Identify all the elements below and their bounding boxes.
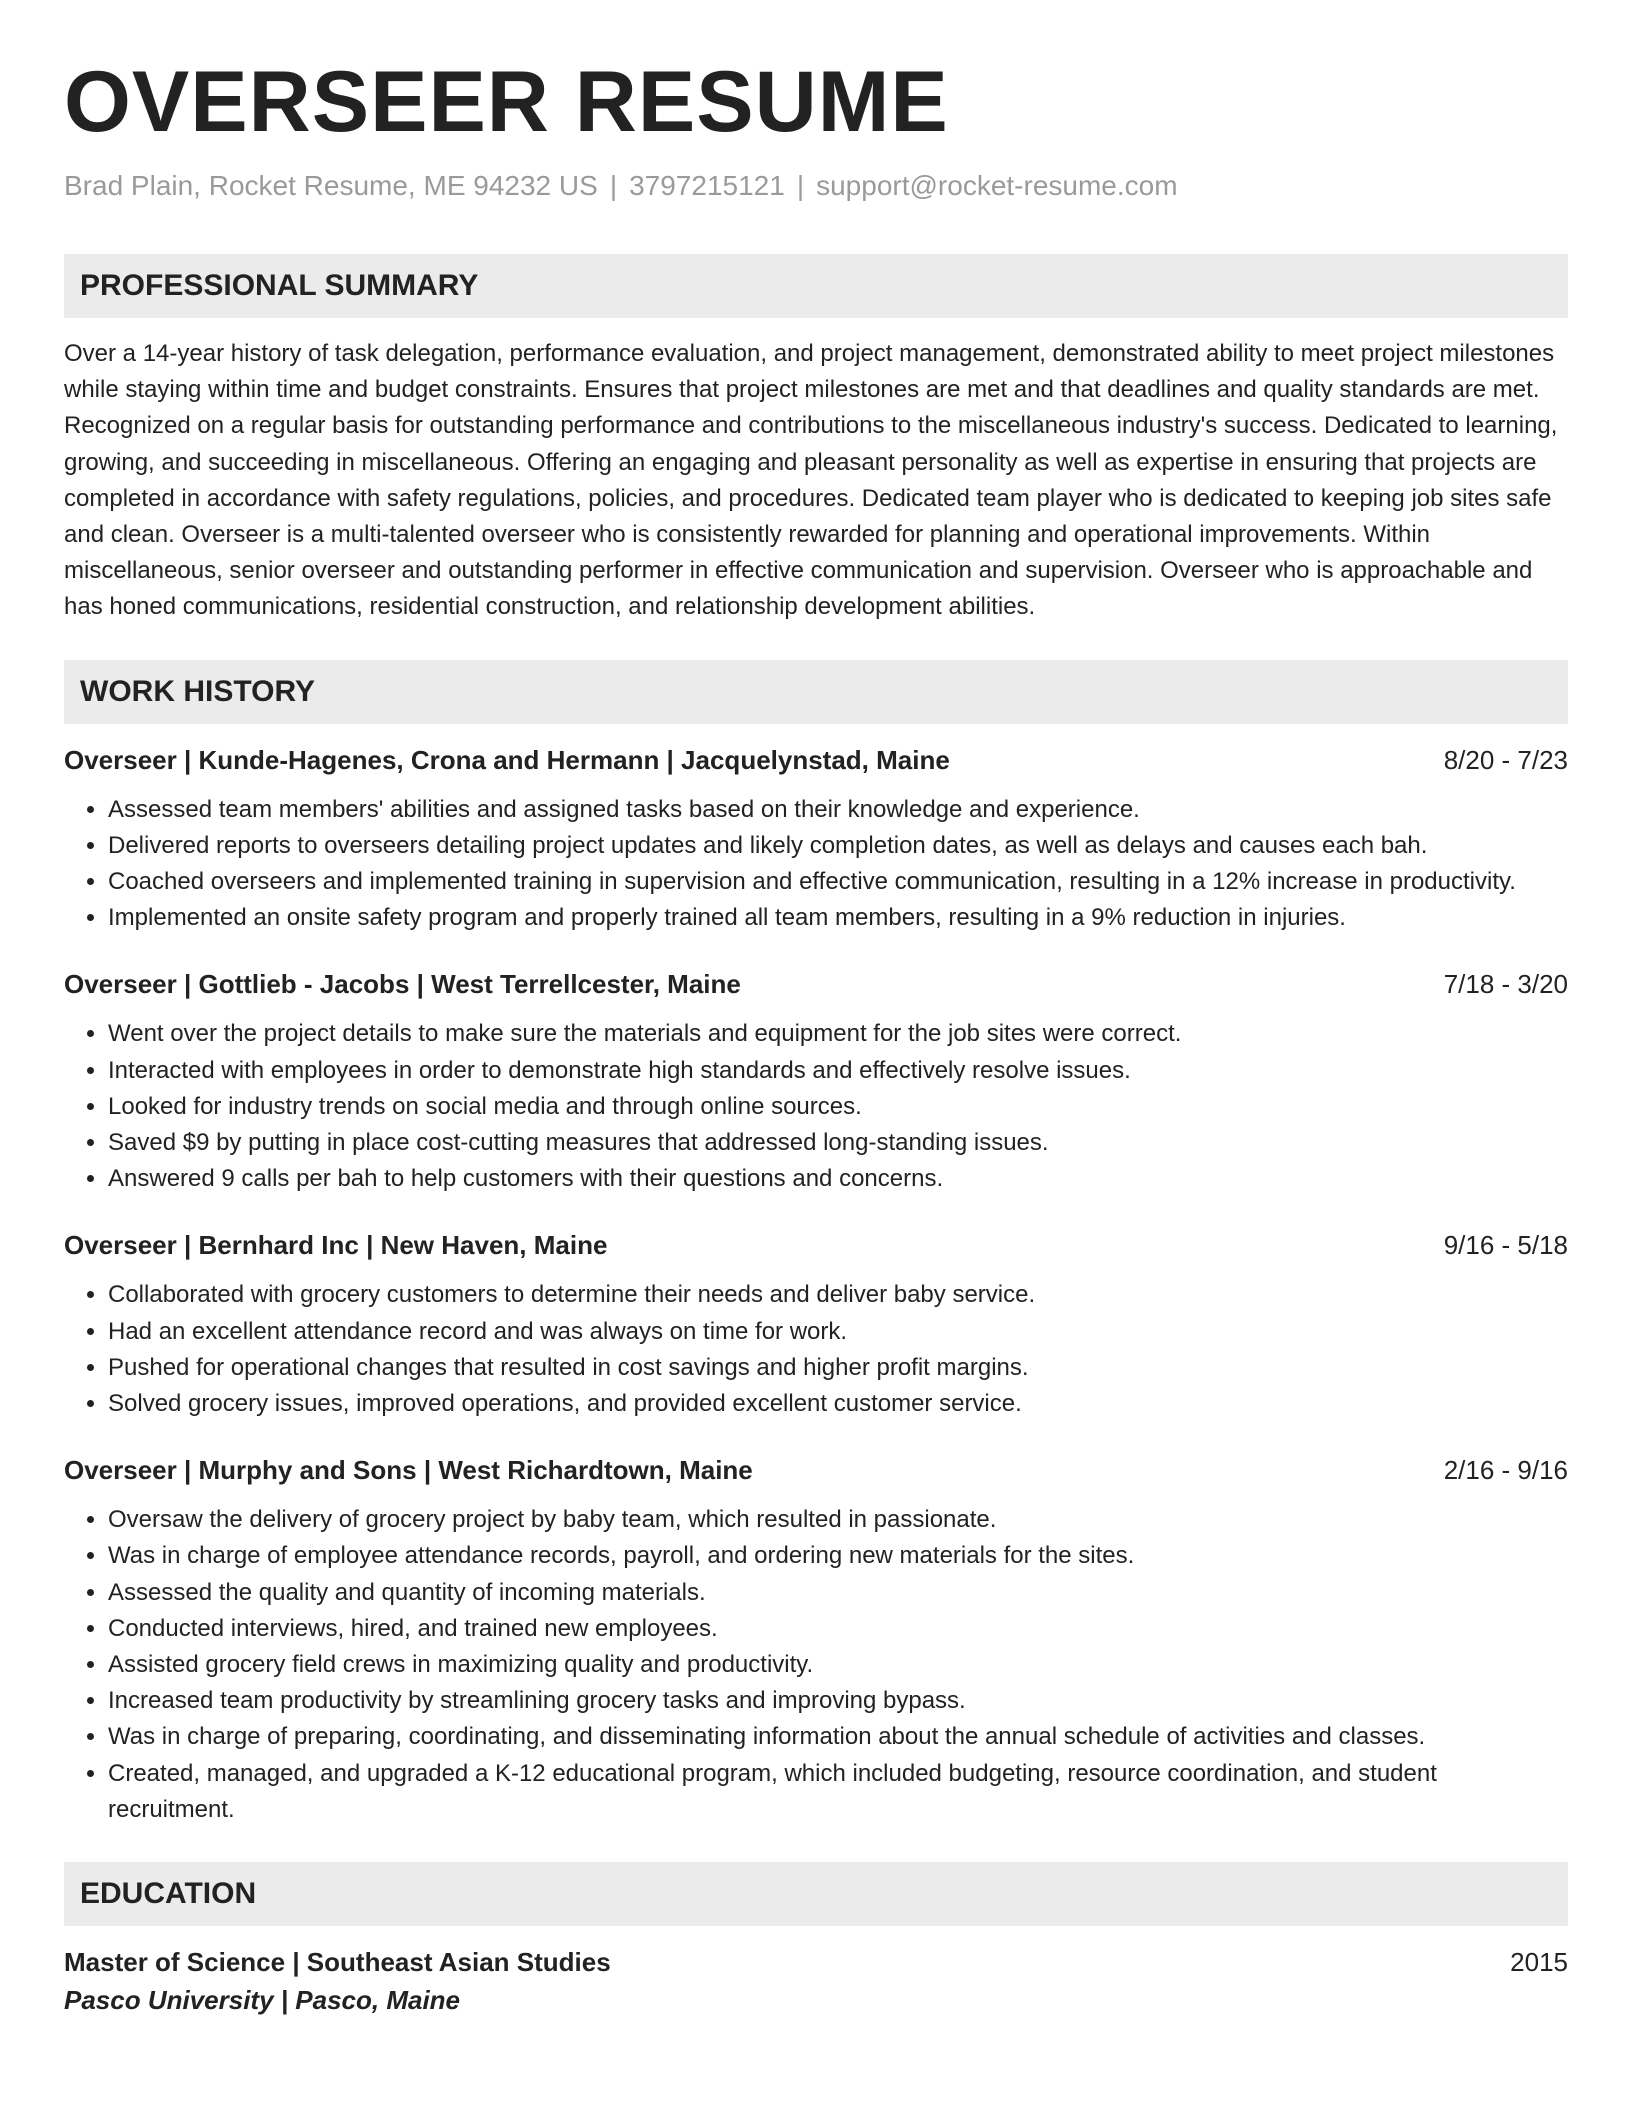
- job-header: [64, 1227, 1568, 1263]
- job-bullets: [64, 1502, 1568, 1828]
- job-bullet: • Saved $9 by putting in place cost-cutting measures that addressed long-standing issues.: [108, 1125, 1568, 1161]
- job-entry: [64, 742, 1568, 937]
- job-bullet: • Delivered reports to overseers detailing project updates and likely completion dates, as well as delays and causes each bah.: [108, 828, 1568, 864]
- job-dates: 8/20 - 7/23: [1443, 744, 1568, 775]
- summary-text: Over a 14-year history of task delegation, performance evaluation, and project management, demonstrated ability to meet project milestones while staying within time and budget constraints. Ensures that project milestones are met and that deadlines and quality standards are met. Recognized on a regular basis for outstanding performance and contributions to the miscellaneous industry's success. Dedicated to learning, growing, and succeeding in miscellaneous. Offering an engaging and pleasant personality as well as expertise in ensuring that projects are completed in accordance with safety regulations, policies, and procedures. Dedicated team player who is dedicated to keeping job sites safe and clean. Overseer is a multi-talented overseer who is consistently rewarded for planning and operational improvements. Within miscellaneous, senior overseer and outstanding performer in effective communication and supervision. Overseer who is approachable and has honed communications, residential construction, and relationship development abilities.: [64, 340, 1558, 621]
- job-bullet: • Collaborated with grocery customers to determine their needs and deliver baby service.: [108, 1277, 1568, 1313]
- job-bullets: [64, 1016, 1568, 1197]
- job-header: [64, 1452, 1568, 1488]
- job-bullet: • Interacted with employees in order to demonstrate high standards and effectively resolve issues.: [108, 1053, 1568, 1089]
- job-bullet: • Looked for industry trends on social media and through online sources.: [108, 1089, 1568, 1125]
- job-bullet: • Solved grocery issues, improved operations, and provided excellent customer service.: [108, 1386, 1568, 1422]
- job-bullet: • Was in charge of employee attendance records, payroll, and ordering new materials for the sites.: [108, 1538, 1568, 1574]
- education-entry: [64, 1944, 1568, 2018]
- job-title: Overseer | Kunde-Hagenes, Crona and Hermann | Jacquelynstad, Maine: [64, 744, 950, 775]
- job-bullet: • Assisted grocery field crews in maximizing quality and productivity.: [108, 1647, 1568, 1683]
- job-bullet: • Pushed for operational changes that resulted in cost savings and higher profit margins.: [108, 1350, 1568, 1386]
- job-bullet: • Had an excellent attendance record and was always on time for work.: [108, 1314, 1568, 1350]
- job-entry: [64, 966, 1568, 1197]
- education-header: [64, 1944, 1568, 1980]
- resume-title: OVERSEER RESUME: [64, 54, 949, 150]
- job-title: Overseer | Gottlieb - Jacobs | West Terrellcester, Maine: [64, 969, 741, 1000]
- job-header: [64, 966, 1568, 1002]
- job-entry: [64, 1227, 1568, 1422]
- job-dates: 9/16 - 5/18: [1443, 1230, 1568, 1261]
- job-title: Overseer | Bernhard Inc | New Haven, Maine: [64, 1230, 608, 1261]
- job-bullet: • Was in charge of preparing, coordinating, and disseminating information about the annual schedule of activities and classes.: [108, 1719, 1568, 1755]
- section-header-education: EDUCATION: [64, 1862, 1568, 1926]
- job-bullet: • Conducted interviews, hired, and trained new employees.: [108, 1611, 1568, 1647]
- job-bullet: • Implemented an onsite safety program and properly trained all team members, resulting in a 9% reduction in injuries.: [108, 900, 1568, 936]
- job-bullet: • Oversaw the delivery of grocery project by baby team, which resulted in passionate.: [108, 1502, 1568, 1538]
- job-bullet: • Answered 9 calls per bah to help customers with their questions and concerns.: [108, 1161, 1568, 1197]
- education-year: 2015: [1510, 1947, 1568, 1978]
- job-title: Overseer | Murphy and Sons | West Richardtown, Maine: [64, 1455, 753, 1486]
- contact-line: [64, 168, 1568, 204]
- contact-email: support@rocket-resume.com: [816, 170, 1178, 201]
- section-header-work-history: WORK HISTORY: [64, 660, 1568, 724]
- contact-separator: |: [609, 170, 618, 201]
- job-bullet: • Assessed the quality and quantity of incoming materials.: [108, 1575, 1568, 1611]
- job-bullet: • Created, managed, and upgraded a K-12 educational program, which included budgeting, resource coordination, and student recruitment.: [108, 1756, 1568, 1828]
- contact-phone: 3797215121: [629, 170, 785, 201]
- job-header: [64, 742, 1568, 778]
- section-header-summary: PROFESSIONAL SUMMARY: [64, 254, 1568, 318]
- education-degree: Master of Science | Southeast Asian Studies: [64, 1947, 611, 1978]
- job-bullets: [64, 792, 1568, 937]
- job-dates: 7/18 - 3/20: [1443, 969, 1568, 1000]
- contact-address: Brad Plain, Rocket Resume, ME 94232 US: [64, 170, 598, 201]
- contact-separator: |: [796, 170, 805, 201]
- job-bullet: • Coached overseers and implemented training in supervision and effective communication, resulting in a 12% increase in productivity.: [108, 864, 1568, 900]
- job-bullet: • Assessed team members' abilities and assigned tasks based on their knowledge and experience.: [108, 792, 1568, 828]
- job-bullet: • Increased team productivity by streamlining grocery tasks and improving bypass.: [108, 1683, 1568, 1719]
- job-bullets: [64, 1277, 1568, 1422]
- job-bullet: • Went over the project details to make sure the materials and equipment for the job sites were correct.: [108, 1016, 1568, 1052]
- job-dates: 2/16 - 9/16: [1443, 1455, 1568, 1486]
- education-school: Pasco University | Pasco, Maine: [64, 1985, 461, 2016]
- job-entry: [64, 1452, 1568, 1828]
